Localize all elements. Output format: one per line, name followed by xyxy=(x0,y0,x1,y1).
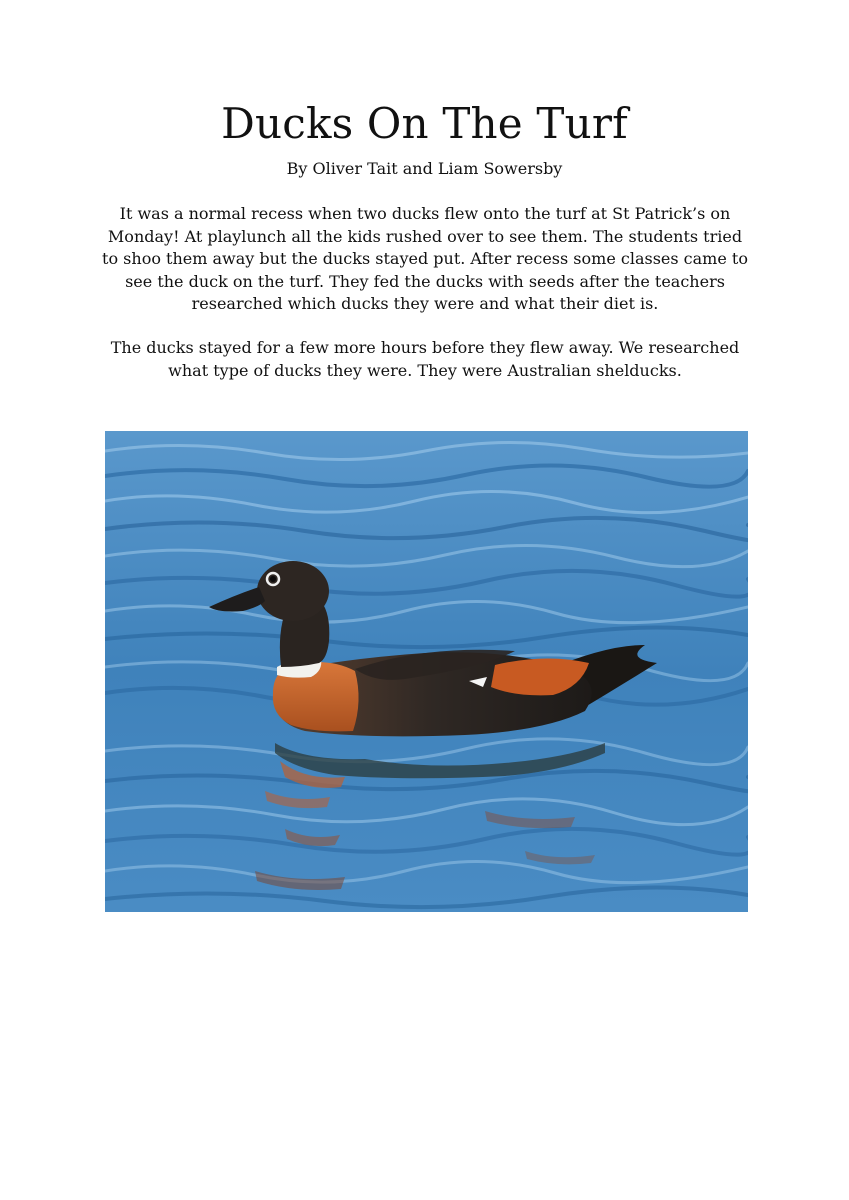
article-paragraph-2: The ducks stayed for a few more hours before they flew away. We researched what type of ducks they were. They were Australian shelducks. xyxy=(110,338,740,380)
duck-photo xyxy=(105,431,748,912)
article-byline: By Oliver Tait and Liam Sowersby xyxy=(286,159,563,178)
article-paragraph-1: It was a normal recess when two ducks flew onto the turf at St Patrick’s on Monday! At playlunch all the kids rushed over to see them. The students tried to shoo them away but the ducks stayed put. After recess some classes came to see the duck on the turf. They fed the ducks with seeds after the teachers researched which ducks they were and what their diet is. xyxy=(102,204,748,313)
duck-photo-illustration xyxy=(105,431,748,912)
article-title: Ducks On The Turf xyxy=(221,99,628,148)
